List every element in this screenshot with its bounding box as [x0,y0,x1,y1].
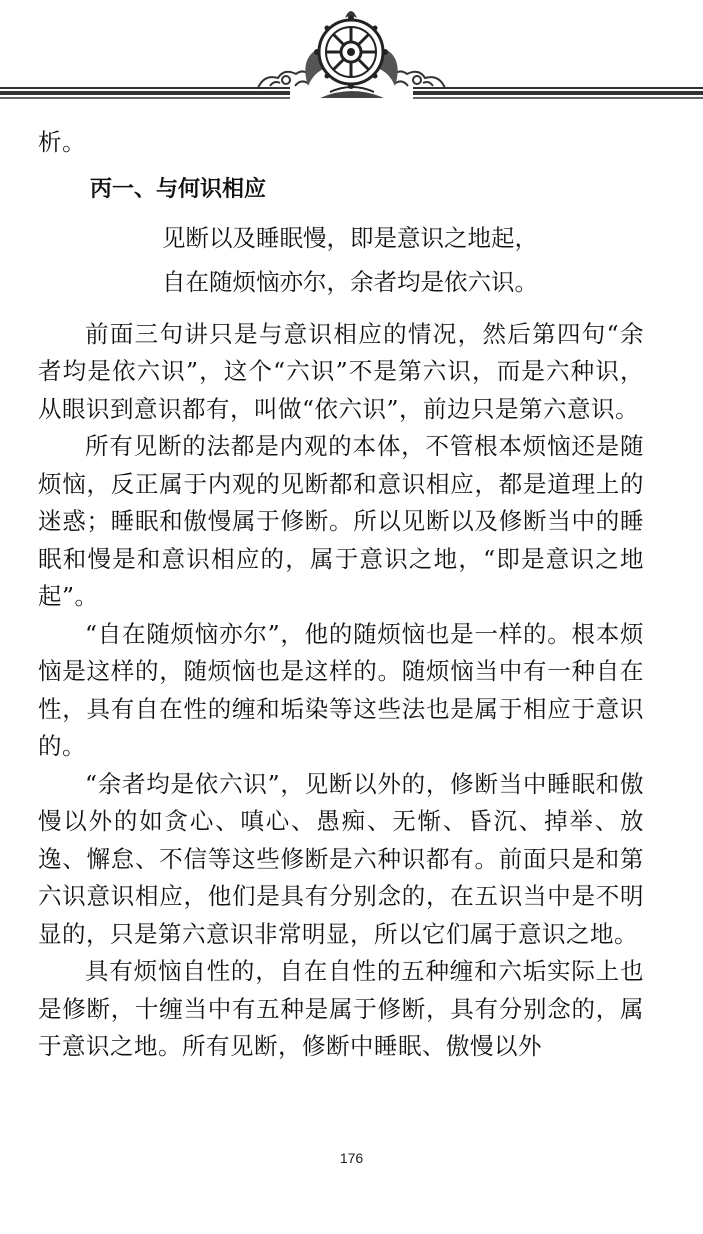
dharma-wheel-icon [0,0,703,110]
page-content [38,124,644,1066]
paragraph: “余者均是依六识”，见断以外的，修断当中睡眠和傲慢以外的如贪心、嗔心、愚痴、无惭、昏沉、掉举、放逸、懈怠、不信等这些修断是六种识都有。前面只是和第六识意识相应，他们是具有分别念的，在五识当中是不明显的，只是第六意识非常明显，所以它们属于意识之地。 [38,769,644,948]
paragraph: 具有烦恼自性的，自在自性的五种缠和六垢实际上也是修断，十缠当中有五种是属于修断，具有分别念的，属于意识之地。所有见断，修断中睡眠、傲慢以外 [38,957,644,1060]
paragraph: “自在随烦恼亦尔”，他的随烦恼也是一样的。根本烦恼是这样的，随烦恼也是这样的。随烦恼当中有一种自在性，具有自在性的缠和垢染等这些法也是属于相应于意识的。 [38,619,644,760]
verse-block [38,216,644,304]
verse-line: 自在随烦恼亦尔，余者均是依六识。 [162,267,538,296]
paragraph: 所有见断的法都是内观的本体，不管根本烦恼还是随烦恼，反正属于内观的见断都和意识相应，都是道理上的迷惑；睡眠和傲慢属于修断。所以见断以及修断当中的睡眠和慢是和意识相应的，属于意识之地，“即是意识之地起”。 [38,432,644,610]
page-header [0,0,703,110]
verse-line: 见断以及睡眠慢，即是意识之地起， [162,223,538,252]
page-number: 176 [339,1150,364,1166]
first-line: 析。 [38,128,86,156]
paragraph: 前面三句讲只是与意识相应的情况，然后第四句“余者均是依六识”，这个“六识”不是第六识，而是六种识，从眼识到意识都有，叫做“依六识”，前边只是第六意识。 [38,319,644,423]
section-heading: 丙一、与何识相应 [90,176,267,202]
